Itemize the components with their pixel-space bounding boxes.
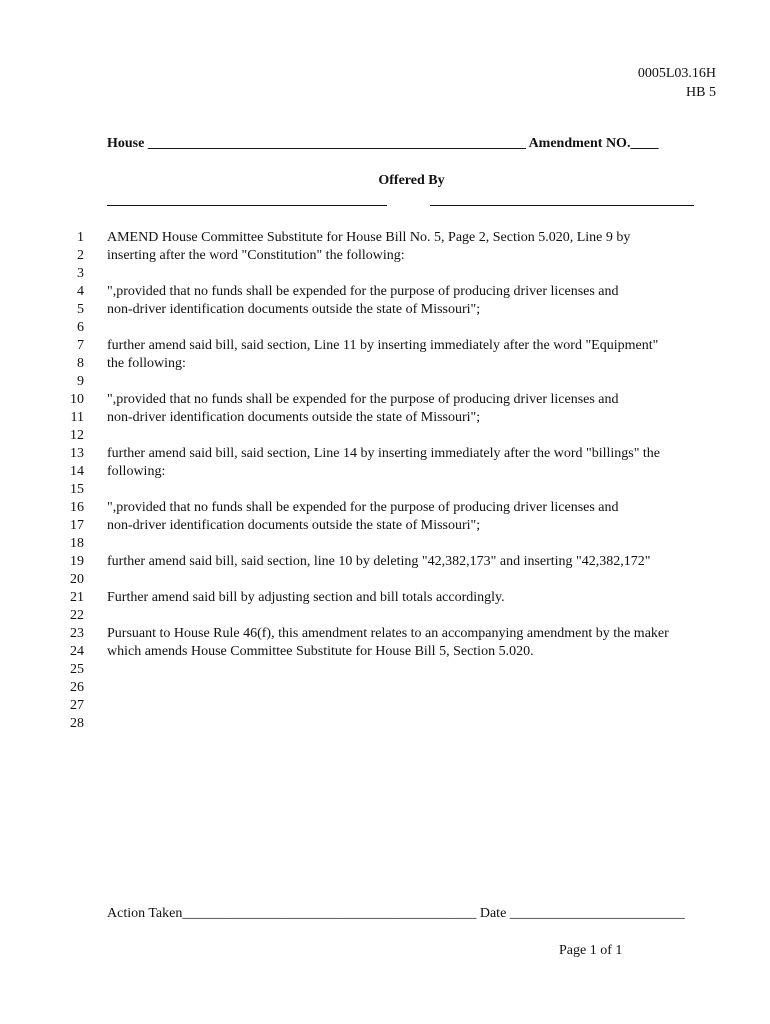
line-number: 22: [70, 608, 84, 623]
line-number: 7: [77, 338, 84, 353]
amendment-text-line: further amend said bill, said section, Line 14 by inserting immediately after the word "billings" the: [107, 446, 661, 461]
line-number: 10: [70, 392, 84, 407]
line-number: 24: [70, 644, 84, 659]
action-taken-line: Action Taken__________________________________________ Date _________________________: [107, 906, 685, 921]
amendment-text-line: non-driver identification documents outside the state of Missouri";: [107, 410, 481, 425]
line-number: 11: [70, 410, 84, 425]
line-number: 25: [70, 662, 84, 677]
offered-by-heading: Offered By: [378, 173, 445, 188]
amendment-text-line: ",provided that no funds shall be expended for the purpose of producing driver licenses and: [107, 284, 619, 299]
line-number: 19: [70, 554, 84, 569]
line-number: 17: [70, 518, 84, 533]
line-number: 8: [77, 356, 84, 371]
line-number: 13: [70, 446, 84, 461]
offered-by-signature-line-right: [430, 205, 694, 206]
amendment-text-line: further amend said bill, said section, line 10 by deleting "42,382,173" and inserting "42,382,172": [107, 554, 651, 569]
line-number: 9: [77, 374, 84, 389]
line-number: 18: [70, 536, 84, 551]
amendment-text-line: following:: [107, 464, 166, 479]
amendment-text-line: ",provided that no funds shall be expended for the purpose of producing driver licenses and: [107, 500, 619, 515]
amendment-text-line: which amends House Committee Substitute for House Bill 5, Section 5.020.: [107, 644, 534, 659]
house-amendment-line: House ______________________________________________________ Amendment NO.____: [107, 136, 659, 151]
line-number: 6: [77, 320, 84, 335]
doc-code: 0005L03.16H: [637, 66, 716, 81]
amendment-text-line: Further amend said bill by adjusting section and bill totals accordingly.: [107, 590, 505, 605]
document-id: [638, 64, 716, 102]
offered-by-signature-line-left: [107, 205, 387, 206]
line-number: 23: [70, 626, 84, 641]
line-number: 20: [70, 572, 84, 587]
line-number: 27: [70, 698, 84, 713]
line-number: 1: [77, 230, 84, 245]
amendment-text-line: non-driver identification documents outside the state of Missouri";: [107, 302, 481, 317]
amendment-text-line: non-driver identification documents outside the state of Missouri";: [107, 518, 481, 533]
amendment-text-line: further amend said bill, said section, Line 11 by inserting immediately after the word "Equipment": [107, 338, 659, 353]
line-number: 14: [70, 464, 84, 479]
line-number: 2: [77, 248, 84, 263]
line-number: 26: [70, 680, 84, 695]
bill-number: HB 5: [686, 85, 716, 100]
line-number: 16: [70, 500, 84, 515]
line-number: 3: [77, 266, 84, 281]
amendment-text-line: Pursuant to House Rule 46(f), this amendment relates to an accompanying amendment by the maker: [107, 626, 669, 641]
page-number: Page 1 of 1: [559, 943, 623, 958]
line-number: 21: [70, 590, 84, 605]
line-number: 12: [70, 428, 84, 443]
amendment-text-line: AMEND House Committee Substitute for House Bill No. 5, Page 2, Section 5.020, Line 9 by: [107, 230, 631, 245]
line-number: 15: [70, 482, 84, 497]
amendment-text-line: the following:: [107, 356, 186, 371]
line-number: 4: [77, 284, 84, 299]
line-number: 28: [70, 716, 84, 731]
amendment-text-line: inserting after the word "Constitution" the following:: [107, 248, 405, 263]
line-number: 5: [77, 302, 84, 317]
amendment-text-line: ",provided that no funds shall be expended for the purpose of producing driver licenses and: [107, 392, 619, 407]
